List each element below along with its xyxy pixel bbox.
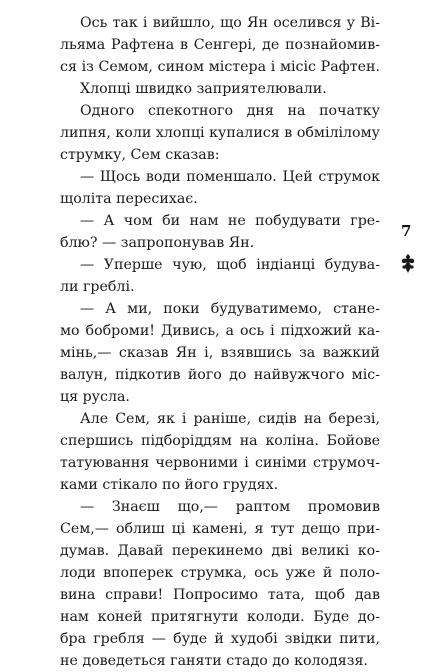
text-line: нам коней притягнути колоди. Буде до- xyxy=(60,609,380,625)
text-line: вина справи! Попросимо тата, щоб дав xyxy=(60,587,380,603)
text-line: струмку, Сем сказав: xyxy=(60,147,220,163)
text-line: ця русла. xyxy=(60,389,130,405)
text-line: думав. Давай перекинемо дві великі ко- xyxy=(60,543,380,559)
acorn-leaf-ornament-icon xyxy=(398,252,418,274)
text-line: Одного спекотного дня на початку xyxy=(80,103,380,119)
text-line: — Щось води поменшало. Цей струмок xyxy=(80,169,380,185)
text-line: ся із Семом, сином містера і місіс Рафтен. xyxy=(60,59,380,75)
page-number: 7 xyxy=(401,222,412,240)
text-line: Хлопці швидко заприятелювали. xyxy=(80,81,327,97)
text-line: щоліта пересихає. xyxy=(60,191,198,207)
text-line: мінь,— сказав Ян і, взявшись за важкий xyxy=(60,345,380,361)
text-line: спершись підборіддям на коліна. Бойове xyxy=(60,433,380,449)
text-line: не доведеться ганяти стадо до колодязя. xyxy=(60,653,368,669)
body-text xyxy=(60,12,380,672)
text-line: — Уперше чую, щоб індіанці будува- xyxy=(80,257,380,273)
text-line: — Знаєш що,— раптом промовив xyxy=(80,499,380,515)
text-line: Але Сем, як і раніше, сидів на березі, xyxy=(80,411,380,427)
text-line: блю? — запропонував Ян. xyxy=(60,235,255,251)
text-line: валун, підкотив його до найвужчого міс- xyxy=(60,367,380,383)
text-line: липня, коли хлопці купалися в обмілілому xyxy=(60,125,380,141)
text-line: мо боброми! Дивись, а ось і підхожий ка- xyxy=(60,323,380,339)
text-line: татуювання червоними і синіми струмоч- xyxy=(60,455,380,471)
text-line: — А ми, поки будуватимемо, стане- xyxy=(80,301,380,317)
text-line: — А чом би нам не побудувати гре- xyxy=(80,213,380,229)
text-line: бра гребля — буде й худобі звідки пити, xyxy=(60,631,380,647)
text-line: ками стікало по його грудях. xyxy=(60,477,279,493)
text-line: Ось так і вийшло, що Ян оселився у Ві- xyxy=(80,15,380,31)
text-line: ли греблі. xyxy=(60,279,135,295)
text-line: Сем,— облиш ці камені, я тут дещо при- xyxy=(60,521,380,537)
text-line: льяма Рафтена в Сенгері, де познайомив- xyxy=(60,37,380,53)
text-line: лоди впоперек струмка, ось уже й поло- xyxy=(60,565,380,581)
